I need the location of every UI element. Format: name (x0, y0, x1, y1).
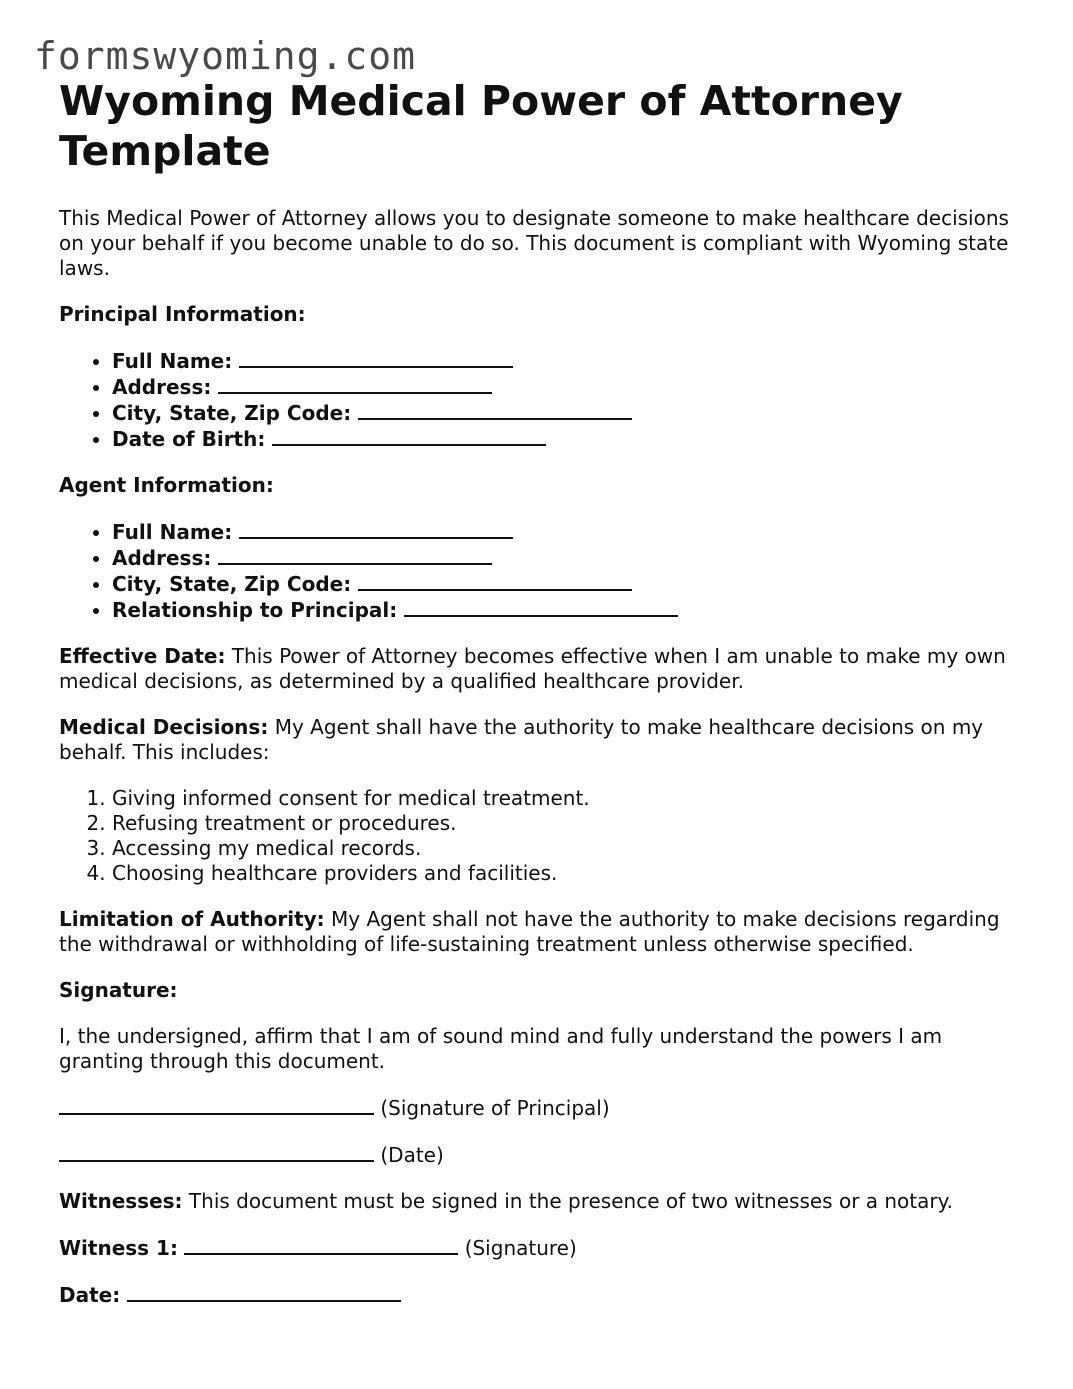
medical-decisions-label: Medical Decisions: (59, 715, 269, 739)
agent-city-state-zip-field: • City, State, Zip Code: (112, 571, 1019, 597)
agent-relationship-field: • Relationship to Principal: (112, 597, 1019, 623)
principal-full-name-blank[interactable] (239, 348, 513, 368)
limitation-label: Limitation of Authority: (59, 907, 325, 931)
witness1-label: Witness 1: (59, 1236, 178, 1260)
limitation-text: My Agent shall not have the authority to make decisions regarding the withdrawal or withholding of life-sustaining treatment unless otherwise specified. (59, 907, 1000, 956)
principal-signature-line (59, 1095, 1019, 1121)
agent-city-state-zip-blank[interactable] (358, 571, 632, 591)
medical-decisions-paragraph (59, 715, 1019, 765)
witnesses-paragraph (59, 1189, 1019, 1214)
signature-date-blank[interactable] (59, 1142, 374, 1162)
agent-heading: Agent Information: (59, 473, 274, 497)
principal-address-blank[interactable] (218, 374, 492, 394)
agent-full-name-field: • Full Name: (112, 519, 1019, 545)
principal-fields-list (59, 348, 1019, 452)
principal-city-state-zip-field: • City, State, Zip Code: (112, 400, 1019, 426)
principal-heading: Principal Information: (59, 302, 306, 326)
medical-decisions-list (59, 786, 1019, 886)
signature-affirmation: I, the undersigned, affirm that I am of sound mind and fully understand the powers I am granting through this document. (59, 1024, 943, 1073)
agent-address-field: • Address: (112, 545, 1019, 571)
agent-address-blank[interactable] (218, 545, 492, 565)
principal-signature-caption: (Signature of Principal) (380, 1096, 610, 1120)
document-page (59, 76, 1019, 1308)
signature-heading: Signature: (59, 978, 178, 1002)
witness1-line (59, 1235, 1019, 1261)
watermark: formswyoming.com (34, 34, 417, 78)
witnesses-label: Witnesses: (59, 1189, 183, 1213)
witness-date-line (59, 1282, 1019, 1308)
principal-date-of-birth-blank[interactable] (272, 426, 546, 446)
principal-date-of-birth-field: • Date of Birth: (112, 426, 1019, 452)
principal-city-state-zip-blank[interactable] (358, 400, 632, 420)
witness-date-blank[interactable] (127, 1282, 401, 1302)
limitation-paragraph (59, 907, 1019, 957)
witness1-signature-blank[interactable] (184, 1235, 458, 1255)
witness-date-label: Date: (59, 1283, 121, 1307)
effective-date-label: Effective Date: (59, 644, 226, 668)
effective-date-paragraph (59, 644, 1019, 694)
agent-fields-list (59, 519, 1019, 623)
list-item: 1. Giving informed consent for medical treatment. (112, 786, 1019, 811)
list-item: 3. Accessing my medical records. (112, 836, 1019, 861)
intro-paragraph: This Medical Power of Attorney allows you to designate someone to make healthcare decisions on your behalf if you become unable to do so. This document is compliant with Wyoming state laws. (59, 206, 1009, 280)
list-item: 4. Choosing healthcare providers and facilities. (112, 861, 1019, 886)
list-item: 2. Refusing treatment or procedures. (112, 811, 1019, 836)
principal-address-field: • Address: (112, 374, 1019, 400)
page-title: Wyoming Medical Power of Attorney Template (59, 77, 903, 175)
witnesses-text: This document must be signed in the presence of two witnesses or a notary. (188, 1189, 953, 1213)
signature-date-caption: (Date) (380, 1143, 444, 1167)
signature-date-line (59, 1142, 1019, 1168)
medical-decisions-text: My Agent shall have the authority to make healthcare decisions on my behalf. This includes: (59, 715, 984, 764)
agent-full-name-blank[interactable] (239, 519, 513, 539)
principal-signature-blank[interactable] (59, 1095, 374, 1115)
agent-relationship-blank[interactable] (404, 597, 678, 617)
principal-full-name-field: • Full Name: (112, 348, 1019, 374)
effective-date-text: This Power of Attorney becomes effective when I am unable to make my own medical decisions, as determined by a qualified healthcare provider. (59, 644, 1006, 693)
witness1-caption: (Signature) (464, 1236, 577, 1260)
